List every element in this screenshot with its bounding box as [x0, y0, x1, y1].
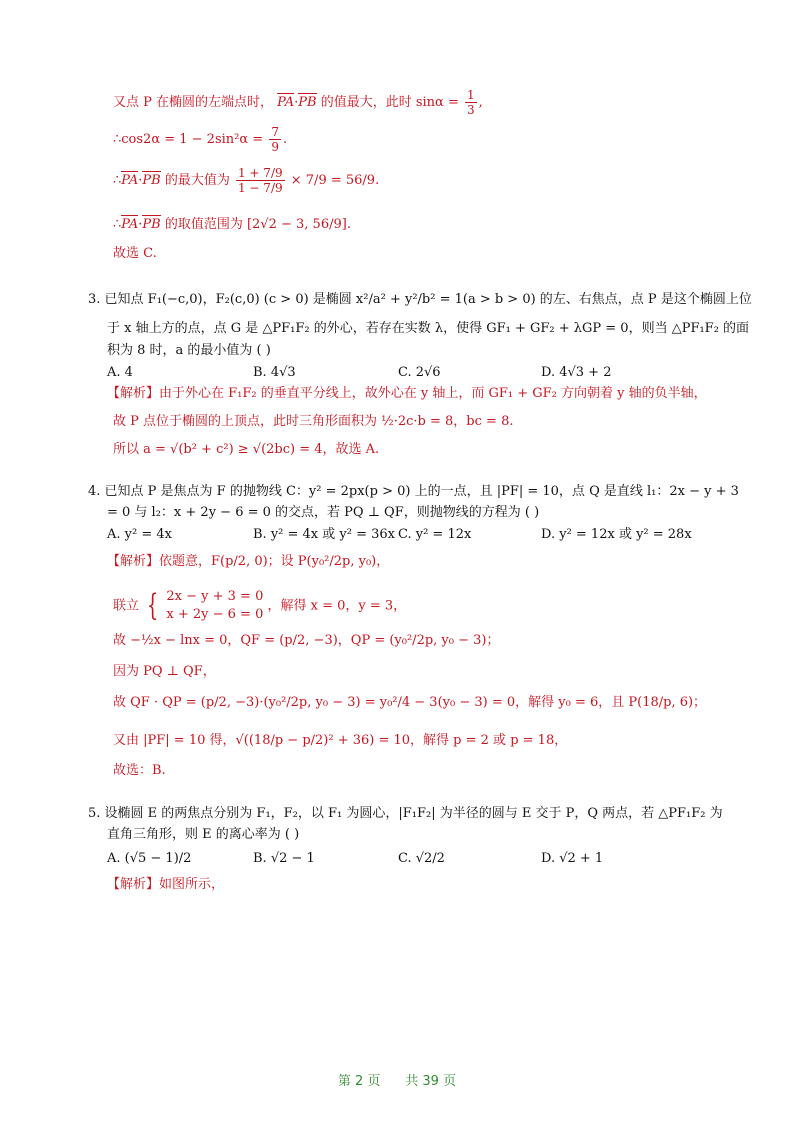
denominator: 1 − 7/9 [237, 181, 283, 195]
q5-option-c: C. √2/2 [398, 851, 445, 866]
vector-pb: PB [298, 95, 317, 110]
q5-option-b: B. √2 − 1 [253, 851, 315, 866]
text: 又点 P 在椭圆的左端点时， [113, 95, 274, 110]
vector-pa: PA [121, 173, 139, 188]
q4-solution-line-4: 因为 PQ ⊥ QF， [113, 664, 216, 679]
prev-solution-line-1: 又点 P 在椭圆的左端点时， PA·PB 的值最大，此时 sinα = $\frac{1}{3}$ , [113, 88, 483, 117]
q4-solution-line-5: 故 QF · QP = (p/2, −3)·(y₀²/2p, y₀ − 3) = y₀²/4 − 3(y₀ − 3) = 0，解得 y₀ = 6，且 P(18/p, 6)； [113, 695, 707, 710]
page-total: 共 39 页 [405, 1074, 457, 1089]
page-footer [0, 1070, 794, 1089]
q3-stem-line-1: 3. 已知点 F₁(−c,0)，F₂(c,0) (c > 0) 是椭圆 x²/a² + y²/b² = 1(a > b > 0) 的左、右焦点，点 P 是这个椭圆上位 [88, 292, 752, 307]
text: ，解得 x = 0，y = 3， [267, 598, 407, 614]
text: ∴ [113, 217, 122, 232]
q3-option-b: B. 4√3 [253, 365, 296, 380]
text: ∴ [113, 173, 122, 188]
fraction [465, 88, 477, 117]
q4-option-b: B. y² = 4x 或 y² = 36x [253, 527, 395, 542]
equation-row: x + 2y − 6 = 0 [166, 607, 264, 622]
brace: { [146, 588, 159, 623]
vector-pb: PB [142, 217, 161, 232]
q5-stem-line-2: 直角三角形，则 E 的离心率为 ( ) [107, 827, 300, 842]
q3-stem-line-3: 积为 8 时，a 的最小值为 ( ) [107, 343, 271, 358]
q5-solution-line-1: 【解析】如图所示， [107, 877, 225, 892]
numerator: 7 [271, 125, 279, 139]
q4-option-a: A. y² = 4x [107, 527, 172, 542]
text: 联立 [113, 598, 140, 614]
q3-option-c: C. 2√6 [398, 365, 441, 380]
q5-stem-line-1: 5. 设椭圆 E 的两焦点分别为 F₁，F₂，以 F₁ 为圆心，|F₁F₂| 为半径的圆与 E 交于 P，Q 两点，若 △PF₁F₂ 为 [88, 806, 723, 821]
numerator: 1 [466, 88, 475, 102]
page-number: 第 2 页 [337, 1074, 381, 1089]
prev-solution-line-3: ∴PA·PB 的最大值为 $\frac{1 + 7/9}{1 - 7/9}$ × 7/9 = 56/9. [113, 166, 380, 195]
prev-solution-line-5: 故选 C. [113, 246, 157, 261]
q3-option-d: D. 4√3 + 2 [541, 365, 612, 380]
text: ∴cos2α = 1 − 2sin²α = [113, 132, 264, 147]
q4-solution-line-7: 故选：B. [113, 763, 166, 778]
q3-solution-line-3: 所以 a = √(b² + c²) ≥ √(2bc) = 4，故选 A. [113, 442, 380, 457]
q4-solution-line-3: 故 −½x − lnx = 0，QF = (p/2, −3)，QP = (y₀²/2p, y₀ − 3)； [113, 633, 500, 648]
text: 的取值范围为 [2√2 − 3, 56/9]. [164, 217, 351, 232]
q3-solution-line-1: 【解析】由于外心在 F₁F₂ 的垂直平分线上，故外心在 y 轴上，而 GF₁ + GF₂ 方向朝着 y 轴的负半轴， [107, 386, 707, 401]
equation-row: 2x − y + 3 = 0 [166, 589, 264, 604]
q4-option-d: D. y² = 12x 或 y² = 28x [541, 527, 692, 542]
q3-solution-line-2: 故 P 点位于椭圆的上顶点，此时三角形面积为 ½·2c·b = 8，bc = 8. [113, 414, 514, 429]
text: 的最大值为 [164, 173, 230, 188]
q4-solution-line-1: 【解析】依题意，F(p/2, 0)；设 P(y₀²/2p, y₀)， [107, 554, 390, 569]
q5-option-a: A. (√5 − 1)/2 [107, 851, 192, 866]
q5-option-d: D. √2 + 1 [541, 851, 604, 866]
vector-pa: PA [121, 217, 139, 232]
q4-stem-line-1: 4. 已知点 P 是焦点为 F 的抛物线 C：y² = 2px(p > 0) 上的一点，且 |PF| = 10，点 Q 是直线 l₁：2x − y + 3 [88, 484, 739, 499]
q4-solution-line-6: 又由 |PF| = 10 得，√((18/p − p/2)² + 36) = 10，解得 p = 2 或 p = 18， [113, 733, 568, 748]
denominator: 3 [466, 103, 475, 117]
equation-system [166, 588, 263, 624]
q4-option-c: C. y² = 12x [398, 527, 472, 542]
fraction [236, 166, 285, 195]
denominator: 9 [271, 140, 279, 154]
vector-pa: PA [277, 95, 295, 110]
q4-solution-line-2 [113, 588, 406, 624]
text: × 7/9 = 56/9. [290, 173, 380, 188]
prev-solution-line-4: ∴PA·PB 的取值范围为 [2√2 − 3, 56/9]. [113, 217, 351, 232]
text: 的值最大，此时 sinα = [320, 95, 459, 110]
q3-stem-line-2: 于 x 轴上方的点，点 G 是 △PF₁F₂ 的外心，若存在实数 λ，使得 GF₁ + GF₂ + λGP = 0，则当 △PF₁F₂ 的面 [107, 321, 750, 336]
prev-solution-line-2: ∴cos2α = 1 − 2sin²α = $\frac{7}{9}$ . [113, 125, 288, 154]
q3-option-a: A. 4 [107, 365, 133, 380]
fraction [269, 125, 281, 154]
vector-pb: PB [142, 173, 161, 188]
numerator: 1 + 7/9 [237, 166, 283, 180]
q4-stem-line-2: = 0 与 l₂：x + 2y − 6 = 0 的交点，若 PQ ⊥ QF，则抛物线的方程为 ( ) [107, 505, 540, 520]
